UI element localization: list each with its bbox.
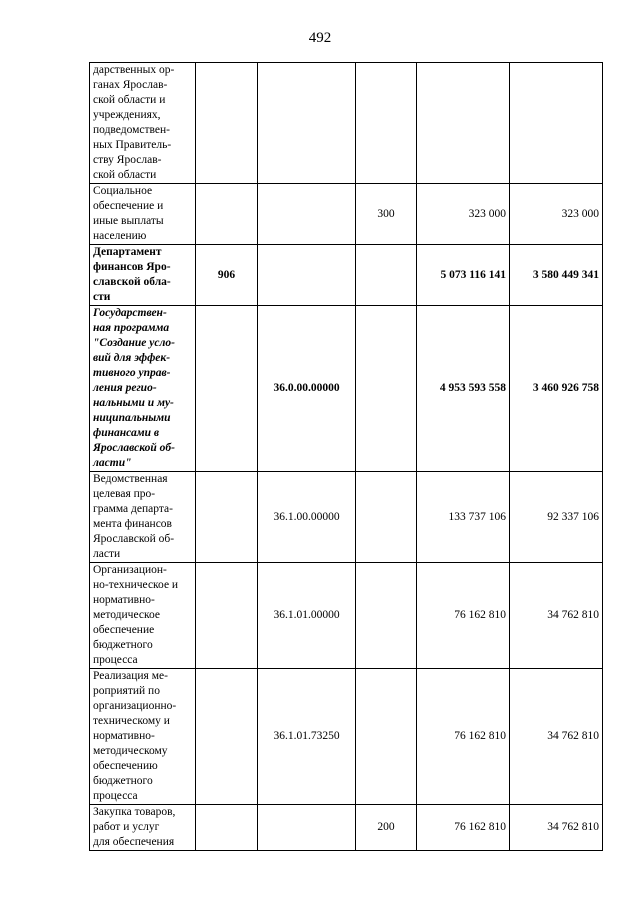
row-name-cell: Реализация ме- роприятий по организационно- техническому и нормативно- методическому обеспечению бюджетного процесса <box>90 669 196 805</box>
expense-type-cell: 200 <box>356 805 417 851</box>
table-row <box>90 472 603 563</box>
amount-year1-cell: 323 000 <box>417 184 510 245</box>
row-name-cell: Закупка товаров, работ и услуг для обеспечения <box>90 805 196 851</box>
amount-year2-cell: 323 000 <box>510 184 603 245</box>
table-row <box>90 63 603 184</box>
table-row <box>90 184 603 245</box>
expense-type-cell <box>356 63 417 184</box>
expense-type-cell <box>356 245 417 306</box>
row-name-cell: Социальное обеспечение и иные выплаты населению <box>90 184 196 245</box>
amount-year2-cell: 34 762 810 <box>510 805 603 851</box>
expense-type-cell <box>356 472 417 563</box>
ministry-code-cell <box>196 669 258 805</box>
target-article-cell <box>258 184 356 245</box>
ministry-code-cell <box>196 563 258 669</box>
amount-year2-cell: 92 337 106 <box>510 472 603 563</box>
ministry-code-cell <box>196 306 258 472</box>
ministry-code-cell <box>196 472 258 563</box>
target-article-cell <box>258 805 356 851</box>
budget-table <box>89 62 603 851</box>
table-row <box>90 306 603 472</box>
row-name-cell: Ведомственная целевая про- грамма департа- мента финансов Ярославской об- ласти <box>90 472 196 563</box>
target-article-cell <box>258 245 356 306</box>
expense-type-cell <box>356 669 417 805</box>
row-name-cell: Государствен- ная программа "Создание усло- вий для эффек- тивного управ- ления регио- нальными и му- ниципальными финансами в Ярославской об- ласти" <box>90 306 196 472</box>
ministry-code-cell <box>196 184 258 245</box>
target-article-cell: 36.0.00.00000 <box>258 306 356 472</box>
amount-year2-cell: 3 460 926 758 <box>510 306 603 472</box>
row-name-cell: Организацион- но-техническое и нормативно- методическое обеспечение бюджетного процесса <box>90 563 196 669</box>
target-article-cell: 36.1.01.00000 <box>258 563 356 669</box>
target-article-cell <box>258 63 356 184</box>
ministry-code-cell: 906 <box>196 245 258 306</box>
amount-year2-cell: 34 762 810 <box>510 669 603 805</box>
page-number: 492 <box>308 30 332 46</box>
amount-year1-cell: 4 953 593 558 <box>417 306 510 472</box>
expense-type-cell <box>356 563 417 669</box>
amount-year1-cell: 76 162 810 <box>417 563 510 669</box>
target-article-cell: 36.1.01.73250 <box>258 669 356 805</box>
table-row <box>90 669 603 805</box>
amount-year2-cell: 3 580 449 341 <box>510 245 603 306</box>
amount-year2-cell: 34 762 810 <box>510 563 603 669</box>
expense-type-cell <box>356 306 417 472</box>
amount-year2-cell <box>510 63 603 184</box>
amount-year1-cell: 5 073 116 141 <box>417 245 510 306</box>
row-name-cell: Департамент финансов Яро- славской обла- сти <box>90 245 196 306</box>
table-body <box>90 63 603 851</box>
amount-year1-cell: 76 162 810 <box>417 805 510 851</box>
amount-year1-cell: 133 737 106 <box>417 472 510 563</box>
row-name-cell: дарственных ор- ганах Ярослав- ской области и учреждениях, подведомствен- ных Правитель- ству Ярослав- ской области <box>90 63 196 184</box>
amount-year1-cell <box>417 63 510 184</box>
table-row <box>90 805 603 851</box>
amount-year1-cell: 76 162 810 <box>417 669 510 805</box>
ministry-code-cell <box>196 63 258 184</box>
expense-type-cell: 300 <box>356 184 417 245</box>
ministry-code-cell <box>196 805 258 851</box>
table-row <box>90 563 603 669</box>
table-row <box>90 245 603 306</box>
target-article-cell: 36.1.00.00000 <box>258 472 356 563</box>
